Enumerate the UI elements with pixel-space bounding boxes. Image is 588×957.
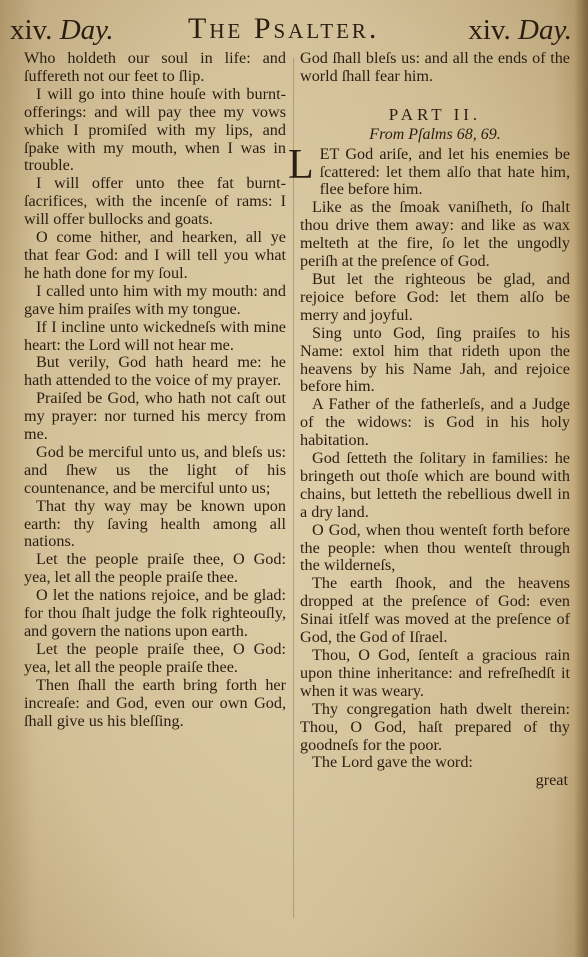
verse: Sing unto God, ſing praiſes to his Name: extol him that rideth upon the heavens by his Name Jah, and rejoice before him.	[300, 323, 570, 396]
verse: God be merciful unto us, and bleſs us: and ſhew us the light of his countenance, and be merciful unto us;	[24, 442, 286, 497]
page-edge-shadow	[574, 0, 588, 957]
verse: Praiſed be God, who hath not caſt out my prayer: nor turned his mercy from me.	[24, 389, 286, 444]
verse: Like as the ſmoak vaniſheth, ſo ſhalt thou drive them away: and like as wax melteth at the fire, ſo let the ungodly periſh at the preſence of God.	[300, 198, 570, 271]
verse: I called unto him with my mouth: and gave him praiſes with my tongue.	[24, 281, 286, 318]
verse: The earth ſhook, and the heavens dropped at the preſence of God: even Sinai itſelf was moved at the preſence of God, the God of Iſrael.	[300, 574, 570, 647]
verse: That thy way may be known upon earth: thy ſaving health among all nations.	[24, 496, 286, 551]
left-column	[24, 50, 286, 730]
drop-cap: L	[288, 141, 314, 188]
verse: Who holdeth our soul in life: and ſuffereth not our feet to ſlip.	[24, 49, 286, 85]
verse: But let the righteous be glad, and rejoice before God: let them alſo be merry and joyful.	[300, 269, 570, 324]
verse: Let the people praiſe thee, O God: yea, let all the people praiſe thee.	[24, 550, 286, 587]
verse: Thou, O God, ſenteſt a gracious rain upon thine inheritance: and refreſhedſt it when it was weary.	[300, 646, 570, 700]
part-heading: PART II.	[388, 104, 482, 124]
running-header	[0, 8, 588, 52]
header-title: The Psalter.	[188, 12, 380, 45]
header-day-right	[468, 14, 572, 47]
verse-text: ET God ariſe, and let his enemies be ſcattered: let them alſo that hate him, flee before him.	[319, 144, 570, 199]
header-right-day-word: Day.	[518, 14, 572, 46]
verse: The Lord gave the word:	[312, 753, 473, 772]
verse-with-dropcap	[288, 141, 570, 200]
verse: Then ſhall the earth bring forth her increaſe: and God, even our own God, ſhall give us his bleſſing.	[24, 675, 286, 730]
verse: God ſhall bleſs us: and all the ends of the world ſhall fear him.	[300, 49, 570, 85]
catchword: great	[535, 771, 568, 790]
verse: O let the nations rejoice, and be glad: for thou ſhalt judge the folk righteouſly, and govern the nations upon earth.	[24, 586, 286, 640]
part-source: From Pſalms 68, 69.	[369, 125, 501, 143]
header-day-left	[10, 14, 114, 47]
verse: I will offer unto thee fat burnt-ſacrifices, with the incenſe of rams: I will offer bullocks and goats.	[24, 174, 286, 229]
verse: O God, when thou wenteſt forth before the people: when thou wenteſt through the wilderneſs,	[300, 520, 570, 575]
verse: If I incline unto wickedneſs with mine heart: the Lord will not hear me.	[24, 317, 286, 354]
header-left-day-word: Day.	[59, 14, 114, 46]
verse: Thy congregation hath dwelt therein: Thou, O God, haſt prepared of thy goodneſs for the poor.	[300, 699, 570, 754]
header-left-day-number: xiv.	[10, 14, 53, 46]
verse: God ſetteth the ſolitary in families: he bringeth out thoſe which are bound with chains, but letteth the rebellious dwell in a dry land.	[300, 449, 570, 521]
verse: O come hither, and hearken, all ye that fear God: and I will tell you what he hath done for my ſoul.	[24, 228, 286, 282]
verse: Let the people praiſe thee, O God: yea, let all the people praiſe thee.	[24, 639, 286, 676]
verse: But verily, God hath heard me: he hath attended to the voice of my prayer.	[24, 353, 286, 390]
header-right-day-number: xiv.	[468, 14, 511, 46]
right-column	[288, 49, 570, 790]
verse: A Father of the fatherleſs, and a Judge of the widows: is God in his holy habitation.	[300, 395, 570, 450]
verse: I will go into thine houſe with burnt-offerings: and will pay thee my vows which I promiſed with my lips, and ſpake with my mouth, when I was in trouble.	[24, 84, 286, 175]
